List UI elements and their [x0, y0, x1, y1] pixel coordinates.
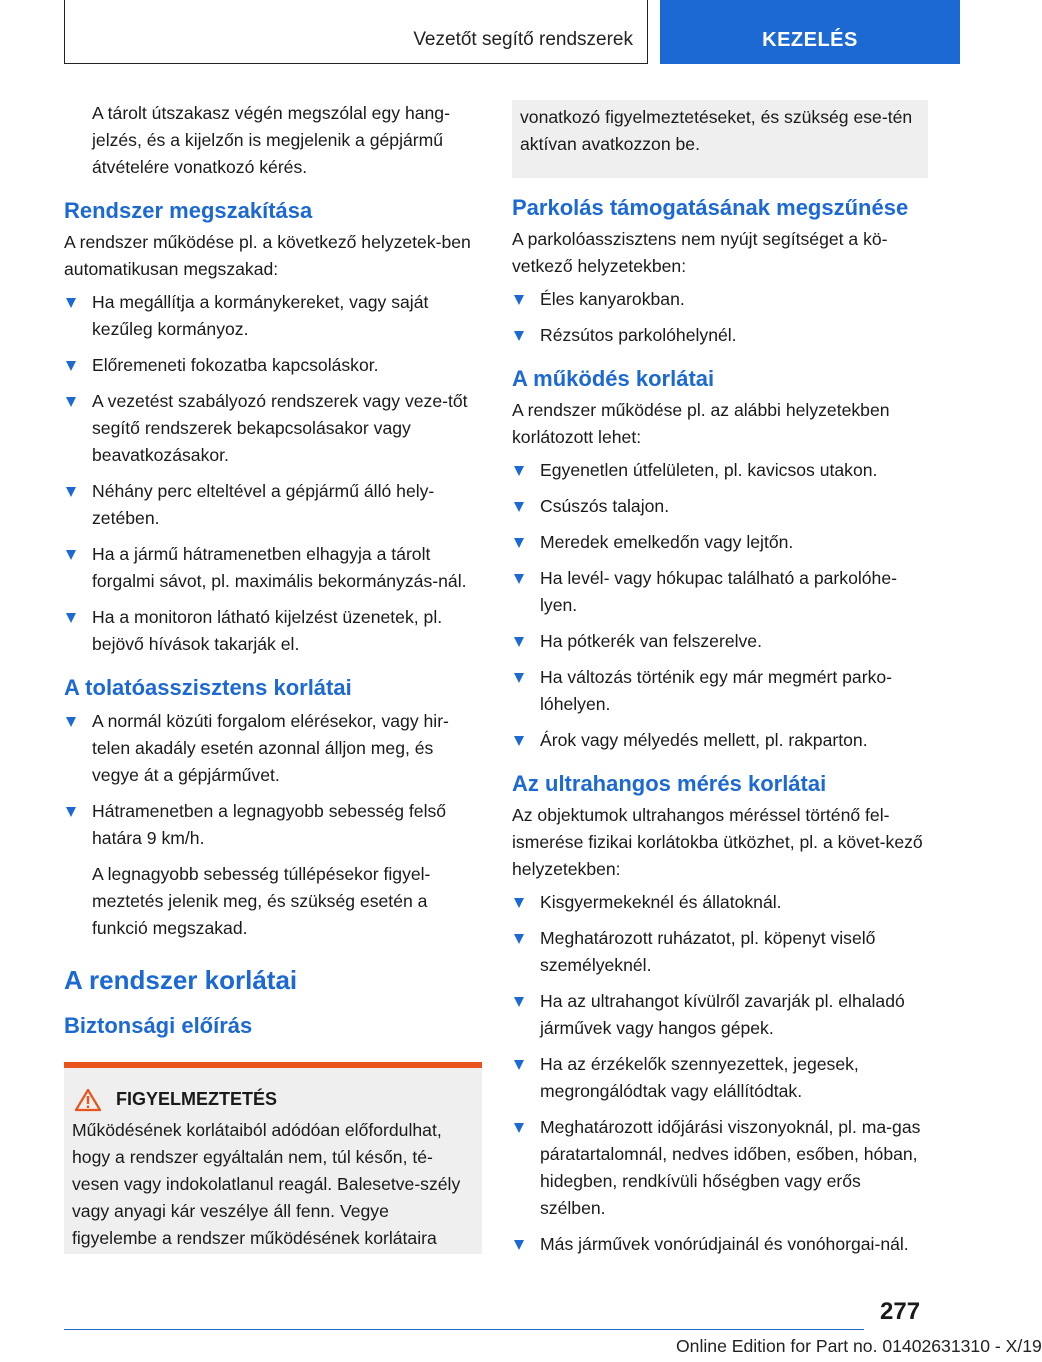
warning-title: FIGYELMEZTETÉS: [116, 1089, 278, 1109]
heading-system-limits: A rendszer korlátai: [64, 965, 298, 995]
list-item: [512, 1231, 928, 1258]
triangle-bullet-icon: [514, 736, 524, 746]
ultrasonic-paragraph: Az objektumok ultrahangos méréssel történő fel-ismerése fizikai korlátokba ütközhet, pl. a követ-kező helyzetekben:: [512, 805, 923, 879]
reverse-limits-list: [64, 708, 482, 852]
triangle-bullet-icon: [514, 934, 524, 944]
list-item-text: Ha a jármű hátramenetben elhagyja a tárolt forgalmi sávot, pl. maximális bekormányzás-nál.: [92, 544, 467, 591]
list-item: [64, 478, 482, 532]
footer-edition: Online Edition for Part no. 01402631310 - X/19: [676, 1336, 1042, 1356]
triangle-bullet-icon: [514, 997, 524, 1007]
list-item-text: Rézsútos parkolóhelynél.: [540, 325, 737, 345]
list-item: [512, 889, 928, 916]
section-title: Vezetőt segítő rendszerek: [413, 29, 633, 50]
right-column: [512, 100, 928, 1267]
function-paragraph: A rendszer működése pl. az alábbi helyzetekben korlátozott lehet:: [512, 400, 890, 447]
list-item: [64, 388, 482, 469]
intro-paragraph: A tárolt útszakasz végén megszólal egy hang-jelzés, és a kijelzőn is megjelenik a gépjármű átvételére vonatkozó kérés.: [92, 103, 450, 177]
warning-continuation-text: vonatkozó figyelmeztetéseket, és szükség ese-tén aktívan avatkozzon be.: [520, 107, 913, 154]
page-number: 277: [880, 1298, 921, 1325]
warning-box: [64, 1062, 482, 1254]
heading-function-limits: A működés korlátai: [512, 366, 715, 391]
triangle-bullet-icon: [66, 361, 76, 371]
triangle-bullet-icon: [514, 637, 524, 647]
list-item-text: Ha az érzékelők szennyezettek, jegesek, megrongálódtak vagy elállítódtak.: [540, 1054, 859, 1101]
heading-stop: Rendszer megszakítása: [64, 198, 313, 223]
list-item: [64, 352, 482, 379]
list-item-text: Árok vagy mélyedés mellett, pl. rakparton.: [540, 730, 868, 750]
list-item: [512, 565, 928, 619]
warning-title-row: [70, 1068, 476, 1117]
parking-list: [512, 286, 928, 349]
ultrasonic-list: [512, 889, 928, 1258]
triangle-bullet-icon: [66, 397, 76, 407]
list-item-text: Ha pótkerék van felszerelve.: [540, 631, 762, 651]
triangle-bullet-icon: [514, 538, 524, 548]
heading-ultrasonic-limits: Az ultrahangos mérés korlátai: [512, 771, 827, 796]
warning-text: Működésének korlátaiból adódóan előfordulhat, hogy a rendszer egyáltalán nem, túl későn, té-vesen vagy indokolatlanul reagál. Balesetve-szély vagy anyagi kár veszélye áll fenn. Vegye figyelembe a rendszer működésének korlátaira: [72, 1120, 461, 1248]
triangle-bullet-icon: [66, 807, 76, 817]
triangle-bullet-icon: [66, 298, 76, 308]
triangle-bullet-icon: [514, 295, 524, 305]
list-item: [512, 529, 928, 556]
function-list: [512, 457, 928, 754]
list-item-text: Ha levél- vagy hókupac található a parkolóhe-lyen.: [540, 568, 897, 615]
list-item: [64, 289, 482, 343]
list-item-text: Előremeneti fokozatba kapcsoláskor.: [92, 355, 379, 375]
list-item-text: Ha a monitoron látható kijelzést üzenetek, pl. bejövő hívások takarják el.: [92, 607, 443, 654]
triangle-bullet-icon: [514, 673, 524, 683]
parking-paragraph: A parkolóasszisztens nem nyújt segítséget a kö-vetkező helyzetekben:: [512, 229, 888, 276]
triangle-bullet-icon: [66, 613, 76, 623]
list-item-text: Kisgyermekeknél és állatoknál.: [540, 892, 782, 912]
speed-note: A legnagyobb sebesség túllépésekor figyel-meztetés jelenik meg, és szükség esetén a funkció megszakad.: [92, 864, 431, 938]
triangle-bullet-icon: [66, 487, 76, 497]
triangle-bullet-icon: [514, 1060, 524, 1070]
list-item-text: Néhány perc elteltével a gépjármű álló hely-zetében.: [92, 481, 435, 528]
list-item: [512, 727, 928, 754]
list-item-text: Ha megállítja a kormánykereket, vagy saját kezűleg kormányoz.: [92, 292, 429, 339]
list-item: [64, 541, 482, 595]
list-item-text: Éles kanyarokban.: [540, 289, 685, 309]
list-item: [512, 457, 928, 484]
list-item: [512, 664, 928, 718]
list-item-text: A vezetést szabályozó rendszerek vagy veze-tőt segítő rendszerek bekapcsolásakor vagy beavatkozásakor.: [92, 391, 468, 465]
chapter-title: KEZELÉS: [762, 29, 858, 51]
list-item-text: A normál közúti forgalom elérésekor, vagy hir-telen akadály esetén azonnal álljon meg, és vegye át a gépjárművet.: [92, 711, 449, 785]
stop-list: [64, 289, 482, 658]
left-column: [64, 100, 482, 1254]
triangle-bullet-icon: [66, 550, 76, 560]
list-item: [512, 628, 928, 655]
list-item: [512, 286, 928, 313]
list-item-text: Meredek emelkedőn vagy lejtőn.: [540, 532, 794, 552]
warning-triangle-icon: [74, 1088, 102, 1112]
footer-divider: [64, 1329, 864, 1330]
list-item-text: Meghatározott időjárási viszonyoknál, pl. ma-gas páratartalomnál, nedves időben, esőben, hóban, hidegben, rendkívüli hőségben vagy erős szélben.: [540, 1117, 921, 1218]
triangle-bullet-icon: [514, 466, 524, 476]
list-item-text: Csúszós talajon.: [540, 496, 670, 516]
list-item-text: Meghatározott ruházatot, pl. köpenyt viselő személyeknél.: [540, 928, 876, 975]
list-item: [512, 1051, 928, 1105]
stop-paragraph: A rendszer működése pl. a következő helyzetek-ben automatikusan megszakad:: [64, 232, 471, 279]
list-item: [64, 798, 482, 852]
triangle-bullet-icon: [514, 1123, 524, 1133]
triangle-bullet-icon: [514, 574, 524, 584]
list-item-text: Ha változás történik egy már megmért parko-lóhelyen.: [540, 667, 893, 714]
list-item: [64, 708, 482, 789]
list-item-text: Más járművek vonórúdjainál és vonóhorgai-nál.: [540, 1234, 909, 1254]
list-item: [64, 604, 482, 658]
heading-reverse-limits: A tolatóasszisztens korlátai: [64, 675, 352, 700]
list-item: [512, 1114, 928, 1222]
heading-parking-end: Parkolás támogatásának megszűnése: [512, 195, 909, 220]
list-item: [512, 988, 928, 1042]
header-chapter-tab[interactable]: [660, 0, 960, 64]
list-item: [512, 925, 928, 979]
list-item: [512, 322, 928, 349]
header-section-title: [64, 0, 648, 64]
list-item-text: Egyenetlen útfelületen, pl. kavicsos utakon.: [540, 460, 878, 480]
list-item-text: Hátramenetben a legnagyobb sebesség felső határa 9 km/h.: [92, 801, 447, 848]
list-item-text: Ha az ultrahangot kívülről zavarják pl. elhaladó járművek vagy hangos gépek.: [540, 991, 905, 1038]
list-item: [512, 493, 928, 520]
triangle-bullet-icon: [514, 898, 524, 908]
warning-continuation: [512, 100, 928, 178]
triangle-bullet-icon: [514, 502, 524, 512]
triangle-bullet-icon: [514, 1240, 524, 1250]
heading-safety: Biztonsági előírás: [64, 1013, 253, 1038]
triangle-bullet-icon: [514, 331, 524, 341]
triangle-bullet-icon: [66, 717, 76, 727]
